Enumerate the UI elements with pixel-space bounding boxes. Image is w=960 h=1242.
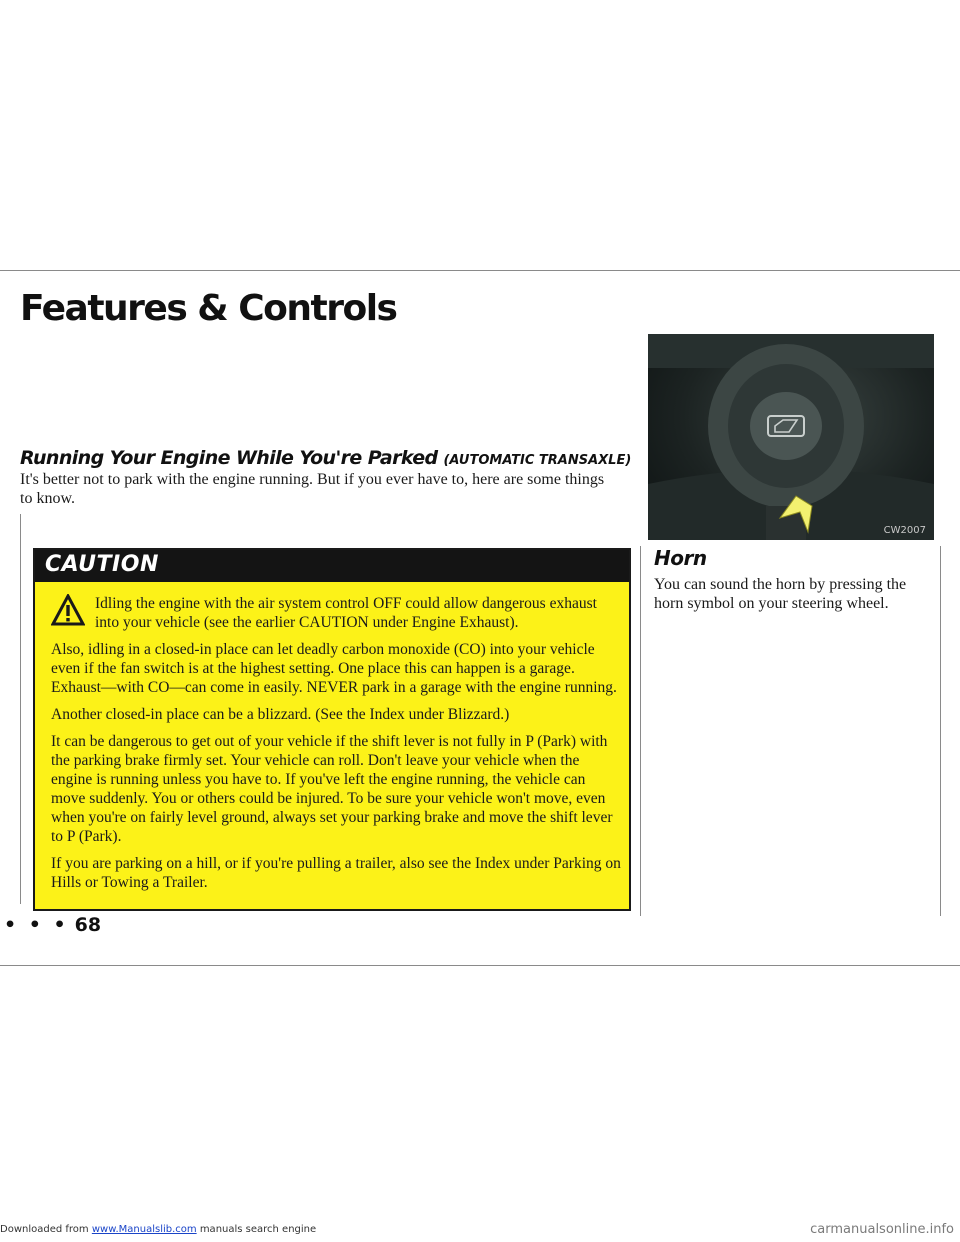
caution-text-2: Also, idling in a closed-in place can let deadly carbon monoxide (CO) into your vehicle even if the fan switch is at the highest setting. One place this can happen is a garage. Exhaust—with CO—can come in easily. NEVER park in a garage with the engine running. (51, 641, 617, 696)
running-engine-title: Running Your Engine While You're Parked (20, 447, 438, 469)
running-engine-note: (AUTOMATIC TRANSAXLE) (443, 453, 632, 468)
page-number-value: 68 (74, 914, 102, 936)
section-title: Features & Controls (20, 288, 397, 329)
photo-code: CW2007 (883, 525, 926, 536)
footer-prefix: Downloaded from (0, 1224, 92, 1235)
warning-triangle-icon (51, 594, 85, 626)
running-engine-intro: It's better not to park with the engine running. But if you ever have to, here are some things to know. (20, 471, 605, 507)
caution-header (35, 550, 629, 582)
caution-text-5: If you are parking on a hill, or if you're pulling a trailer, also see the Index under Parking on Hills or Towing a Trailer. (51, 855, 621, 891)
horn-text: You can sound the horn by pressing the horn symbol on your steering wheel. (654, 576, 907, 612)
right-margin-rule (940, 546, 941, 916)
column-divider-rule (640, 546, 641, 916)
bottom-rule (0, 965, 960, 966)
manualslib-link[interactable]: www.Manualslib.com (91, 1224, 197, 1235)
running-engine-heading (20, 447, 631, 469)
horn-heading: Horn (654, 546, 707, 570)
steering-wheel-photo (648, 334, 934, 540)
watermark: carmanualsonline.info (810, 1222, 954, 1237)
caution-label: CAUTION (45, 552, 159, 577)
top-rule (0, 270, 960, 271)
caution-body (51, 594, 621, 900)
caution-text-3: Another closed-in place can be a blizzard. (See the Index under Blizzard.) (51, 706, 510, 723)
caution-text-1: Idling the engine with the air system control OFF could allow dangerous exhaust into your vehicle (see the earlier CAUTION under Engine Exhaust). (95, 595, 597, 631)
page-number (4, 914, 101, 936)
caution-text-4: It can be dangerous to get out of your vehicle if the shift lever is not fully in P (Park) with the parking brake firmly set. Your vehicle can roll. Don't leave your vehicle when the engine is running unless you have to. If you've left the engine running, the vehicle can move suddenly. You or others could be injured. To be sure your vehicle won't move, even when you're on fairly level ground, always set your parking brake and move the shift lever to P (Park). (51, 733, 613, 845)
steering-wheel-illustration (648, 334, 934, 540)
page-dots: • • • (4, 914, 69, 936)
footer-suffix: manuals search engine (196, 1224, 317, 1235)
left-margin-rule (20, 514, 21, 904)
caution-box (33, 548, 631, 911)
caution-paragraph (51, 594, 621, 632)
